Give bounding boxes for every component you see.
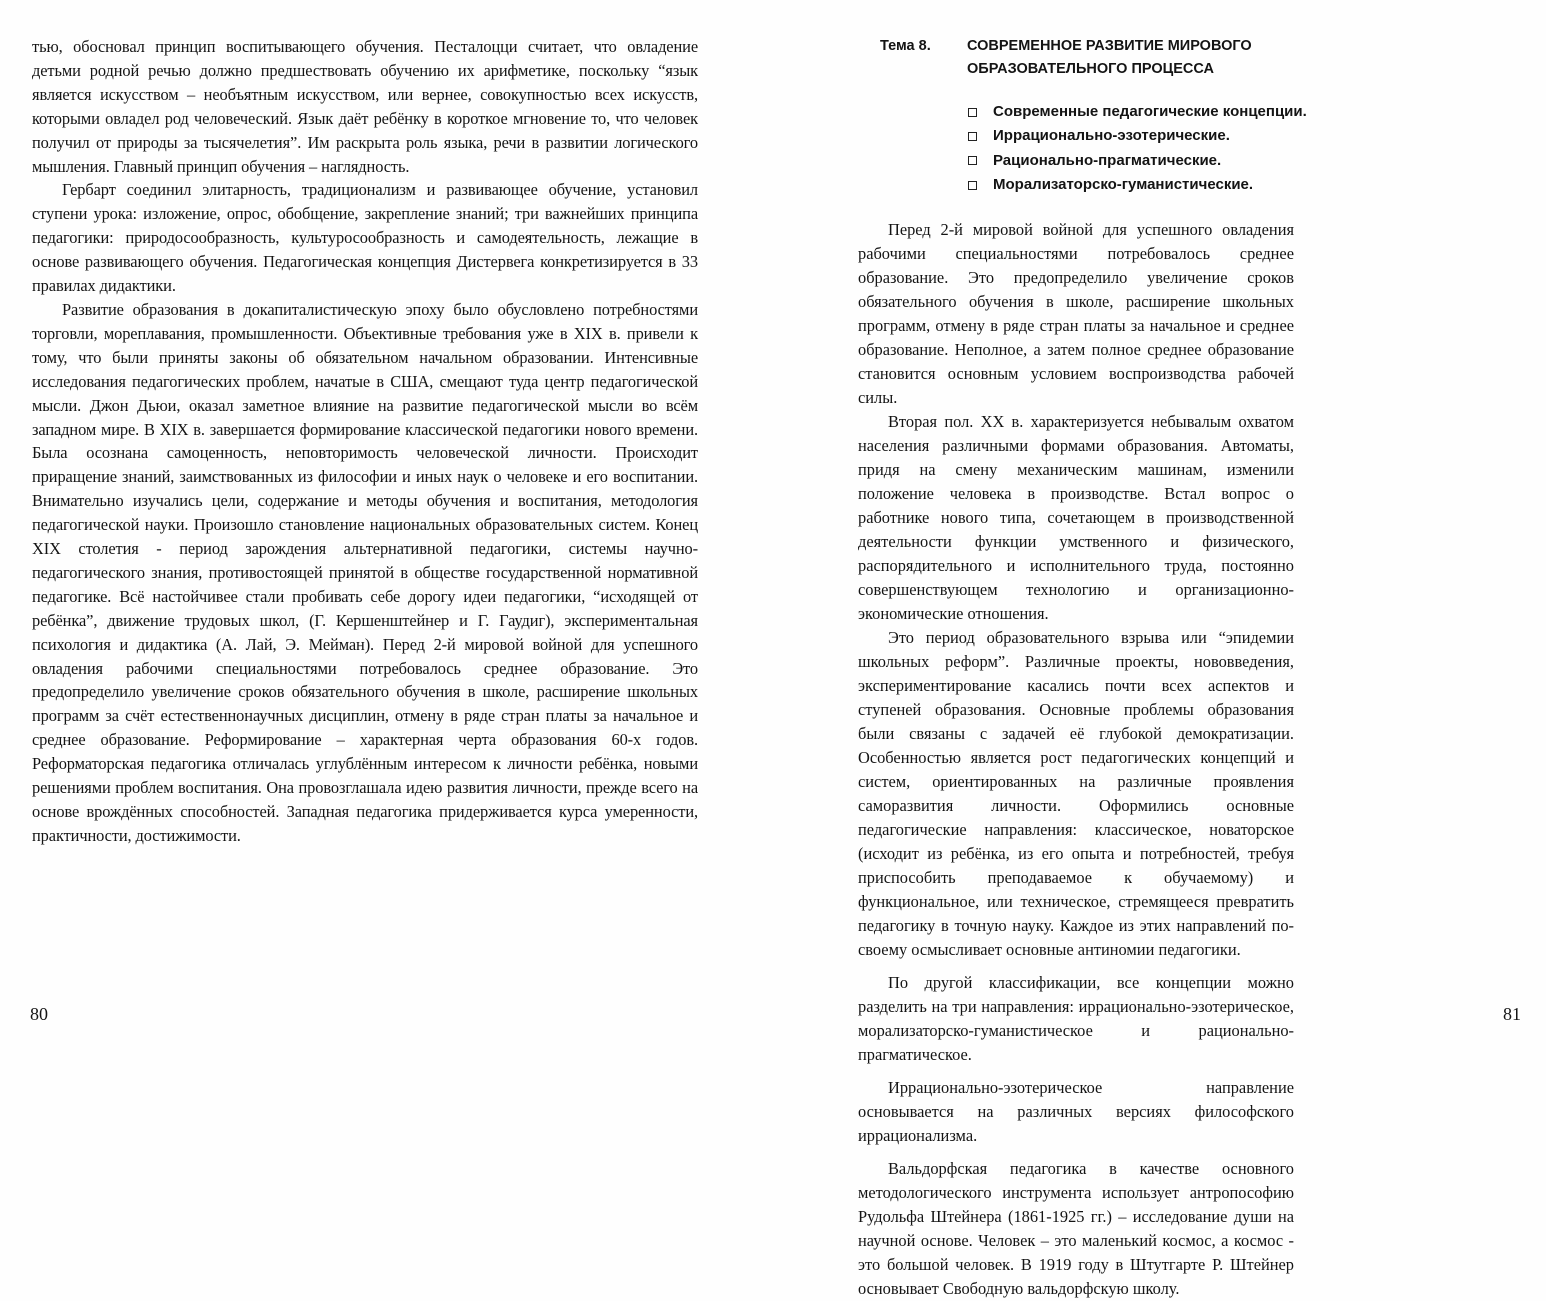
outline-item: [968, 149, 1307, 173]
outline-item: [968, 124, 1307, 148]
page-number: 81: [1503, 1004, 1521, 1024]
outline-item-label: Современные педагогические концепции.: [993, 103, 1307, 120]
outline-item: [968, 100, 1307, 124]
topic-title: СОВРЕМЕННОЕ РАЗВИТИЕ МИРОВОГО ОБРАЗОВАТЕЛЬНОГО ПРОЦЕССА: [967, 38, 1252, 77]
paragraph: Развитие образования в докапиталистическую эпоху было обусловлено потребностями торговли, мореплавания, промышленности. Объективные требования уже в XIX в. привели к тому, что были приняты законы об обязательном начальном образовании. Интенсивные исследования педагогических проблем, начатые в США, смещают туда центр педагогической мысли. Джон Дьюи, оказал заметное влияние на развитие педагогической мысли во всём западном мире. В XIX в. завершается формирование классической педагогики нового времени. Была осознана самоценность, неповторимость человеческой личности. Происходит приращение знаний, заимствованных из философии и иных наук о человеке и его воспитании. Внимательно изучались цели, содержание и методы обучения и воспитания, методология педагогической науки. Произошло становление национальных образовательных систем. Конец XIX столетия - период зарождения альтернативной педагогики, системы научно-педагогического знания, противостоящей принятой в обществе государственной нормативной педагогике. Всё настойчивее стали пробивать себе дорогу идеи педагогики, “исходящей от ребёнка”, движение трудовых школ, (Г. Кершенштейнер и Г. Гаудиг), экспериментальная психология и дидактика (А. Лай, Э. Мейман). Перед 2-й мировой войной для успешного овладения рабочими специальностями потребовалось среднее образование. Это предопределило увеличение сроков обязательного обучения в школе, расширение школьных программ за счёт естественнонаучных дисциплин, отмену в ряде стран платы за начальное и среднее образование. Реформирование – характерная черта образования 60-х годов. Реформаторская педагогика отличалась углублённым интересом к личности ребёнка, новыми решениями проблем воспитания. Она провозглашала идею развития личности, прежде всего на основе врождённых способностей. Западная педагогика придерживается курса умеренности, практичности, достижимости.: [32, 299, 698, 845]
paragraph: Перед 2-й мировой войной для успешного овладения рабочими специальностями потребовалось среднее образование. Это предопределило увеличение сроков обязательного обучения в школе, расширение школьных программ, отмену в ряде стран платы за начальное и среднее образование. Неполное, а затем полное среднее образование становится основным условием воспроизводства рабочей силы.: [858, 220, 1294, 407]
outline-item-label: Рационально-прагматические.: [993, 151, 1222, 169]
paragraph: Иррационально-эзотерическое направление основывается на различных версиях философского иррационализма.: [858, 1078, 1294, 1145]
outline-item: [968, 173, 1307, 197]
paragraph: Гербарт соединил элитарность, традиционализм и развивающее обучение, установил ступени урока: изложение, опрос, обобщение, закрепление знаний; три важнейших принципа педагогики: природосообразность, культуросообразность и самодеятельность, лежащие в основе развивающего обучения. Педагогическая концепция Дистервега конкретизируется в 33 правилах дидактики.: [32, 180, 698, 296]
right-page: [773, 0, 1546, 1298]
paragraph: Вальдорфская педагогика в качестве основного методологического инструмента использует антропософию Рудольфа Штейнера (1861-1925 гг.) – исследование души на научной основе. Человек – это маленький космос, а космос - это большой человек. В 1919 году в Штутгарте Р. Штейнер основывает Свободную вальдорфскую школу.: [858, 1159, 1294, 1298]
paragraph: тью, обосновал принцип воспитывающего обучения. Песталоцци считает, что овладение детьми родной речью должно предшествовать обучению их арифметике, поскольку “язык является искусством – необъятным искусством, или вернее, совокупностью всех искусств, которыми овладел род человеческий. Язык даёт ребёнку в короткое мгновение то, что человек получил от природы за тысячелетия”. Им раскрыта роль языка, речи в развитии логического мышления. Главный принцип обучения – наглядность.: [32, 37, 698, 176]
checkbox-bullet-icon: [968, 132, 977, 141]
topic-label: Тема 8.: [880, 38, 931, 54]
page-number: 80: [30, 1004, 48, 1024]
outline-item-label: Морализаторско-гуманистические.: [993, 175, 1254, 193]
checkbox-bullet-icon: [968, 108, 977, 117]
left-text-column: [32, 35, 698, 848]
outline-item-label: Иррационально-эзотерические.: [993, 127, 1230, 145]
paragraph: По другой классификации, все концепции можно разделить на три направления: иррационально-эзотерическое, морализаторско-гуманистическое и рационально-прагматическое.: [858, 973, 1294, 1064]
left-page: [0, 0, 773, 1050]
topic-outline: [968, 100, 1307, 197]
checkbox-bullet-icon: [968, 156, 977, 165]
checkbox-bullet-icon: [968, 181, 977, 190]
paragraph: Вторая пол. XX в. характеризуется небывалым охватом населения различными формами образования. Автоматы, придя на смену механическим машинам, изменили положение человека в производстве. Встал вопрос о работнике нового типа, сочетающем в производственной деятельности функции умственного и физического, распорядительного и исполнительного труда, постоянно совершенствующем технологию и организационно-экономические отношения.: [858, 412, 1294, 623]
paragraph: Это период образовательного взрыва или “эпидемии школьных реформ”. Различные проекты, нововведения, экспериментирование касались почти всех аспектов и ступеней образования. Основные проблемы образования были связаны с задачей её глубокой демократизации. Особенностью является рост педагогических концепций и систем, ориентированных на различные проявления саморазвития личности. Оформились основные педагогические направления: классическое, новаторское (исходит из ребёнка, из его опыта и потребностей, требуя приспособить преподаваемое к обучаемому) и функциональное, или техническое, стремящееся превратить педагогику в точную науку. Каждое из этих направлений по-своему осмысливает основные антиномии педагогики.: [858, 628, 1294, 959]
right-text-column: [858, 218, 1294, 1301]
